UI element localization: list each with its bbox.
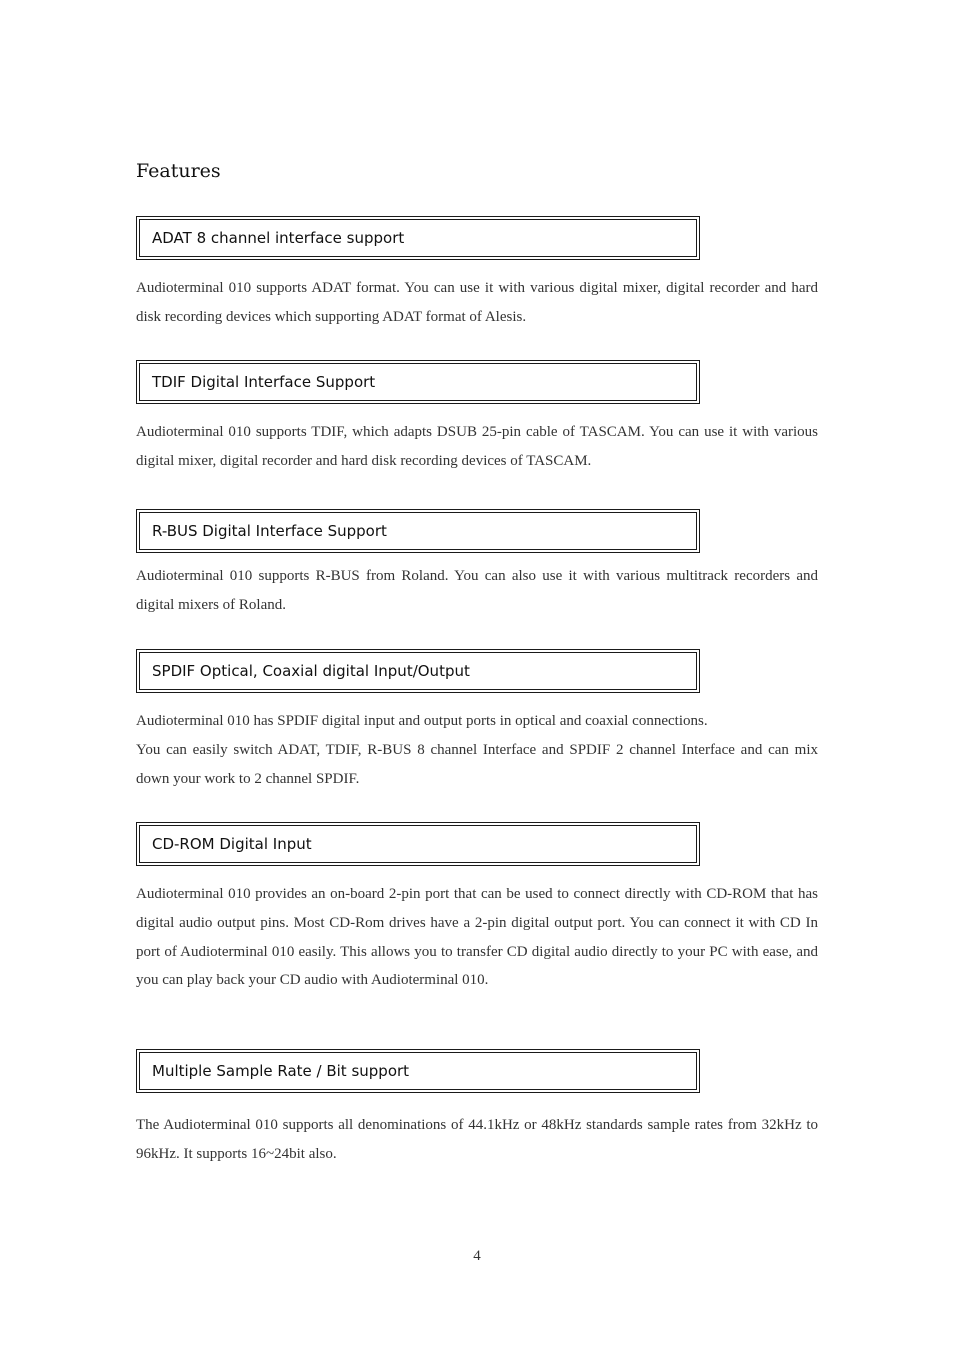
- feature-heading-box-tdif: [136, 360, 700, 404]
- feature-body-rbus: Audioterminal 010 supports R-BUS from Roland. You can also use it with various multitrack recorders and digital mixers of Roland.: [136, 568, 818, 613]
- feature-heading-box-spdif: [136, 649, 700, 693]
- feature-body-sample-rate: The Audioterminal 010 supports all denominations of 44.1kHz or 48kHz standards sample rates from 32kHz to 96kHz. It supports 16~24bit also.: [136, 1117, 818, 1162]
- feature-heading-box-rbus: [136, 509, 700, 553]
- feature-heading-rbus: R-BUS Digital Interface Support: [152, 522, 387, 540]
- feature-body-spdif-line2: You can easily switch ADAT, TDIF, R-BUS 8 channel Interface and SPDIF 2 channel Interface and can mix down your work to 2 channel SPDIF.: [136, 741, 818, 787]
- feature-heading-cdrom: CD-ROM Digital Input: [152, 835, 312, 853]
- feature-heading-box-cdrom: [136, 822, 700, 866]
- page-number: 4: [473, 1248, 481, 1264]
- feature-body-spdif-line1: Audioterminal 010 has SPDIF digital input and output ports in optical and coaxial connections.: [136, 713, 708, 729]
- feature-heading-box-sample-rate: [136, 1049, 700, 1093]
- page-title: Features: [136, 160, 221, 182]
- feature-heading-tdif: TDIF Digital Interface Support: [152, 373, 376, 391]
- feature-body-cdrom: Audioterminal 010 provides an on-board 2-pin port that can be used to connect directly with CD-ROM that has digital audio output pins. Most CD-Rom drives have a 2-pin digital output port. You can connect it with CD In port of Audioterminal 010 easily. This allows you to transfer CD digital audio directly to your PC with ease, and you can play back your CD audio with Audioterminal 010.: [136, 886, 818, 989]
- feature-heading-spdif: SPDIF Optical, Coaxial digital Input/Output: [152, 662, 470, 680]
- feature-heading-adat: ADAT 8 channel interface support: [152, 229, 405, 247]
- feature-body-spdif: [136, 707, 818, 793]
- feature-body-tdif: Audioterminal 010 supports TDIF, which adapts DSUB 25-pin cable of TASCAM. You can use it with various digital mixer, digital recorder and hard disk recording devices of TASCAM.: [136, 424, 818, 469]
- feature-body-adat: Audioterminal 010 supports ADAT format. You can use it with various digital mixer, digital recorder and hard disk recording devices which supporting ADAT format of Alesis.: [136, 280, 818, 325]
- feature-heading-box-adat: [136, 216, 700, 260]
- feature-heading-sample-rate: Multiple Sample Rate / Bit support: [152, 1062, 410, 1080]
